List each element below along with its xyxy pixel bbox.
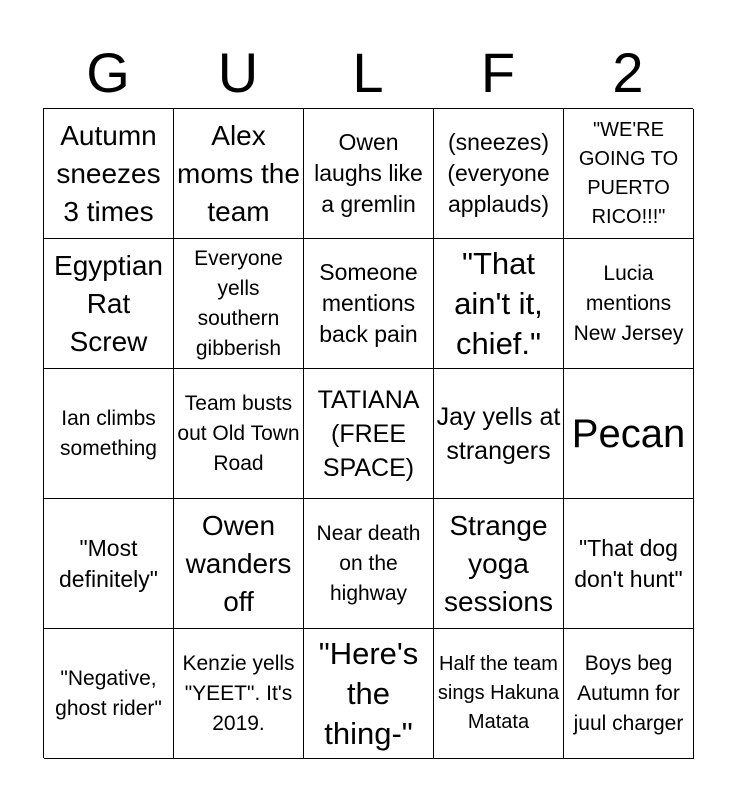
cell-text: (sneezes) (everyone applauds)	[447, 129, 550, 217]
cell-text: Lucia mentions New Jersey	[573, 261, 684, 345]
cell-text: TATIANA (FREE SPACE)	[317, 385, 420, 482]
cell-text: Near death on the highway	[316, 521, 421, 605]
header-letter-u: U	[217, 41, 259, 104]
bingo-cell-r4c5[interactable]	[564, 499, 694, 629]
cell-text: "That ain't it, chief."	[454, 245, 543, 361]
bingo-cell-r3c3[interactable]	[304, 369, 434, 499]
bingo-cell-r5c4[interactable]	[434, 629, 564, 759]
bingo-cell-r1c5[interactable]	[564, 109, 694, 239]
bingo-cell-r4c3[interactable]	[304, 499, 434, 629]
cell-text: "WE'RE GOING TO PUERTO RICO!!!"	[578, 118, 679, 228]
bingo-cell-r1c3[interactable]	[304, 109, 434, 239]
bingo-cell-r2c1[interactable]	[44, 239, 174, 369]
bingo-cell-r2c4[interactable]	[434, 239, 564, 369]
bingo-cell-r4c1[interactable]	[44, 499, 174, 629]
bingo-cell-r5c2[interactable]	[174, 629, 304, 759]
cell-text: Owen laughs like a gremlin	[314, 129, 423, 217]
cell-text: Autumn sneezes 3 times	[56, 119, 161, 227]
bingo-cell-r4c2[interactable]	[174, 499, 304, 629]
cell-text: Strange yoga sessions	[444, 509, 553, 617]
cell-text: "Negative, ghost rider"	[55, 666, 162, 720]
header-letter-f: F	[480, 41, 516, 104]
cell-text: Ian climbs something	[60, 406, 157, 460]
cell-text: Alex moms the team	[177, 119, 300, 227]
header-letter-l: L	[352, 41, 384, 104]
bingo-cell-r2c3[interactable]	[304, 239, 434, 369]
cell-text: Jay yells at strangers	[436, 402, 561, 465]
bingo-cell-r2c2[interactable]	[174, 239, 304, 369]
bingo-cell-r1c2[interactable]	[174, 109, 304, 239]
cell-text: Team busts out Old Town Road	[177, 391, 300, 475]
cell-text: Pecan	[571, 411, 686, 456]
cell-text: Kenzie yells "YEET". It's 2019.	[182, 651, 295, 735]
cell-text: Egyptian Rat Screw	[54, 249, 163, 357]
cell-text: "Here's the thing-"	[318, 635, 419, 751]
bingo-cell-r3c4[interactable]	[434, 369, 564, 499]
header-letter-g: G	[86, 41, 130, 104]
bingo-cell-r3c1[interactable]	[44, 369, 174, 499]
cell-text: Boys beg Autumn for juul charger	[573, 651, 684, 735]
cell-text: Owen wanders off	[185, 509, 292, 617]
cell-text: Someone mentions back pain	[319, 259, 418, 347]
cell-text: "Most definitely"	[59, 534, 158, 592]
cell-text: "That dog don't hunt"	[574, 534, 683, 592]
bingo-cell-r1c1[interactable]	[44, 109, 174, 239]
bingo-board	[43, 108, 693, 758]
header-letter-2: 2	[612, 41, 644, 104]
bingo-cell-r4c4[interactable]	[434, 499, 564, 629]
bingo-cell-r1c4[interactable]	[434, 109, 564, 239]
bingo-cell-r5c1[interactable]	[44, 629, 174, 759]
bingo-cell-r5c3[interactable]	[304, 629, 434, 759]
cell-text: Everyone yells southern gibberish	[194, 246, 283, 360]
bingo-cell-r3c5[interactable]	[564, 369, 694, 499]
bingo-cell-r5c5[interactable]	[564, 629, 694, 759]
cell-text: Half the team sings Hakuna Matata	[437, 653, 560, 733]
bingo-cell-r3c2[interactable]	[174, 369, 304, 499]
bingo-header	[43, 38, 693, 108]
bingo-cell-r2c5[interactable]	[564, 239, 694, 369]
